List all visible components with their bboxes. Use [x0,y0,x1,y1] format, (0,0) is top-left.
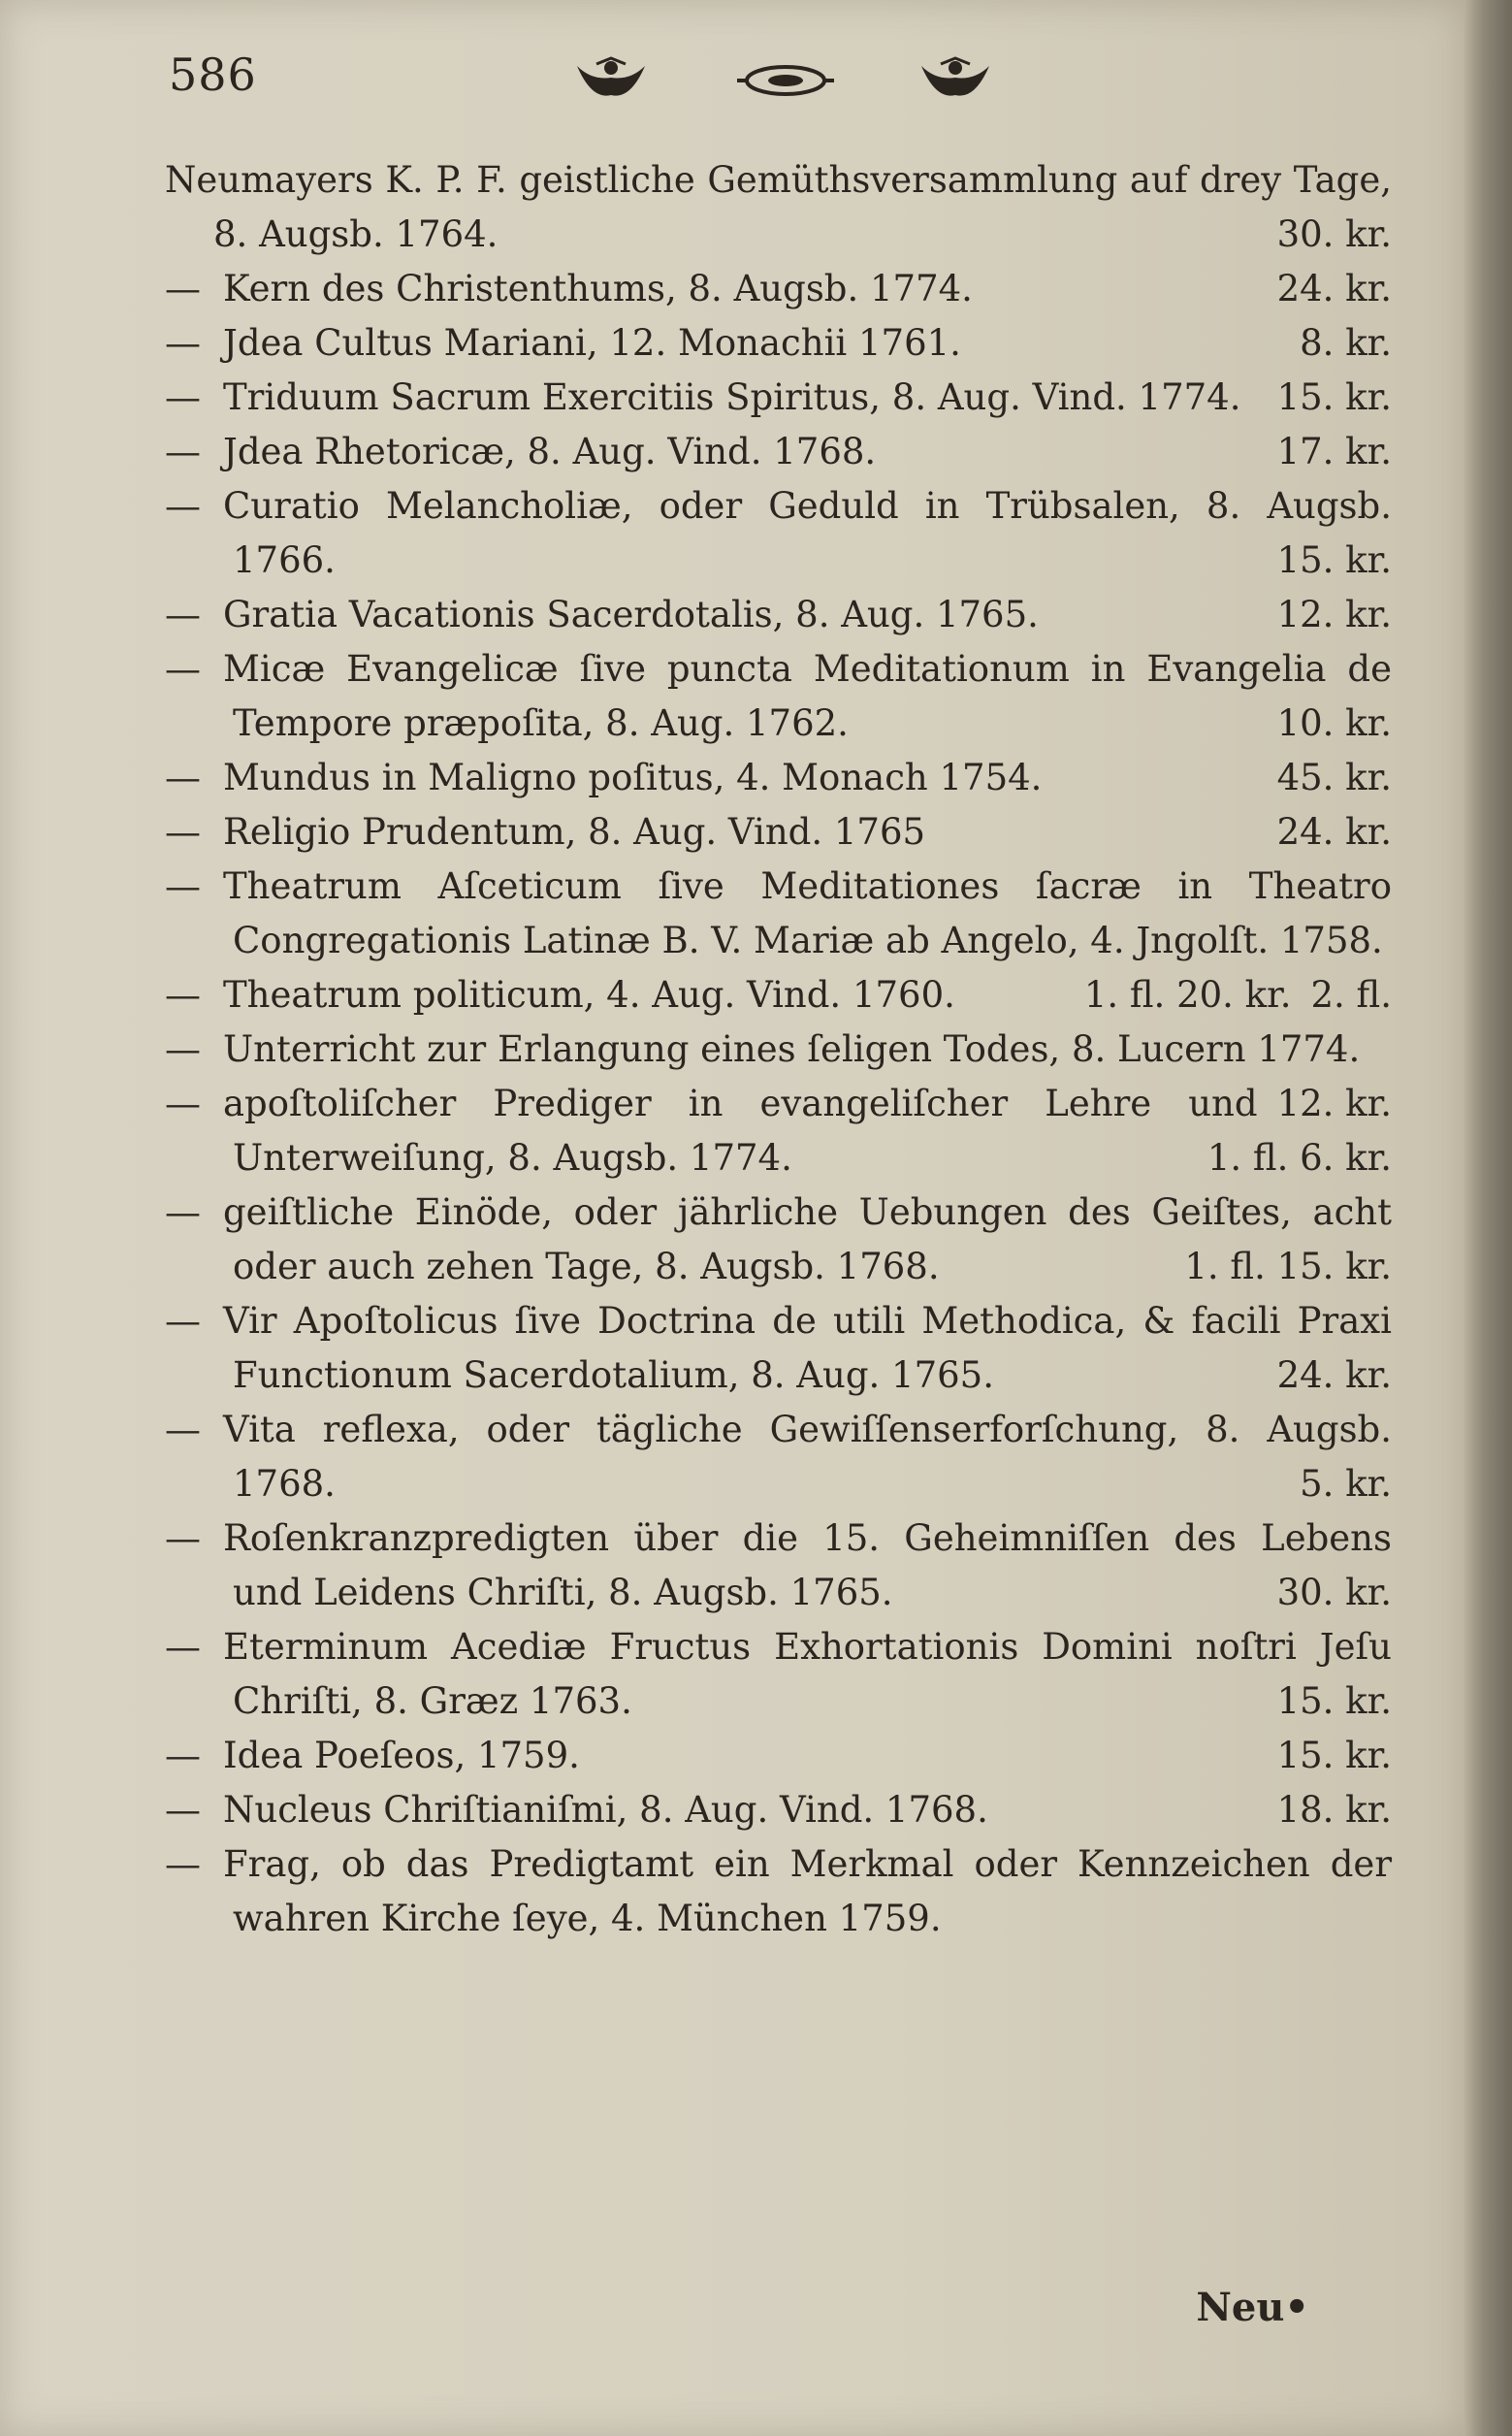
catalog-entry [165,371,1392,425]
entry-price: 2. fl. [1310,974,1392,1016]
entry-title: Nucleus Chriſtianiſmi, 8. Aug. Vind. 1768. [223,1789,988,1831]
entry-title: Mundus in Maligno poſitus, 4. Monach 1754. [223,757,1043,798]
ditto-dash: — [165,1083,201,1124]
ditto-dash: — [165,594,201,635]
entry-title: Gratia Vacationis Sacerdotalis, 8. Aug. 1765. [223,594,1039,635]
entry-title: Roſenkranzpredigten über die 15. Geheimniſſen des Lebens und Leidens Chriſti, 8. Augsb. 1765. [223,1517,1392,1613]
ditto-dash: — [165,322,201,364]
ditto-dash: — [165,865,201,907]
ditto-dash: — [165,757,201,798]
catalog-entry [165,968,1392,1023]
entry-title: Eterminum Acediæ Fructus Exhortationis Domini noſtri Jeſu Chriſti, 8. Græz 1763. [223,1626,1392,1722]
catalog-entry [165,153,1392,262]
entry-price: 1. fl. 6. kr. [1206,1137,1392,1179]
catalog-entry [165,1729,1392,1783]
ditto-dash: — [165,1789,201,1831]
ditto-dash: — [165,1735,201,1776]
entry-price: 24. kr. [1276,268,1392,309]
entry-price: 15. kr. [1276,539,1392,581]
entry-title: Micæ Evangelicæ ſive puncta Meditationum in Evangelia de Tempore præpoſita, 8. Aug. 1762. [223,648,1392,744]
entry-title: apoſtoliſcher Prediger in evangeliſcher Lehre und Unterweiſung, 8. Augsb. 1774. [223,1083,1258,1179]
ditto-dash: — [165,811,201,853]
catalog-entry [165,1294,1392,1403]
catalog-entry [165,588,1392,642]
catalog-entry [165,479,1392,588]
entry-price: 45. kr. [1276,757,1392,798]
catalog-entries [165,153,1392,1946]
book-spine-edge [1464,0,1512,2436]
ditto-dash: — [165,1028,201,1070]
ditto-dash: — [165,974,201,1016]
entry-price: 1. fl. 20. kr. [1083,974,1292,1016]
entry-title: Curatio Melancholiæ, oder Geduld in Trübsalen, 8. Augsb. 1766. [223,485,1392,581]
catalog-entry [165,1023,1392,1124]
entry-price: 30. kr. [1276,1572,1392,1613]
entry-price: 24. kr. [1276,811,1392,853]
entry-title: Jdea Cultus Mariani, 12. Monachii 1761. [223,322,961,364]
catalog-entry [165,642,1392,751]
ditto-dash: — [165,431,201,472]
ditto-dash: — [165,1517,201,1559]
ditto-dash: — [165,1300,201,1342]
entry-price: 18. kr. [1276,1789,1392,1831]
page-number: 586 [169,49,257,101]
entry-price: 12. kr. [1276,1083,1392,1124]
catalog-entry [165,1511,1392,1620]
entry-title: Kern des Christenthums, 8. Augsb. 1774. [223,268,973,309]
catalog-entry [165,1620,1392,1729]
entry-title: Jdea Rhetoricæ, 8. Aug. Vind. 1768. [223,431,877,472]
entry-title: Neumayers K. P. F. geistliche Gemüthsversammlung auf drey Tage, 8. Augsb. 1764. [165,159,1392,255]
catalog-entry [165,1077,1392,1186]
catalog-entry [165,425,1392,479]
catalog-entry [165,316,1392,371]
fleuron-left-icon [572,56,650,105]
catalog-entry [165,1186,1392,1294]
ditto-dash: — [165,1843,201,1885]
ditto-dash: — [165,648,201,690]
entry-price: 8. kr. [1300,322,1392,364]
entry-price: 24. kr. [1276,1354,1392,1396]
entry-price: 17. kr. [1276,431,1392,472]
entry-price: 1. fl. 15. kr. [1184,1246,1392,1287]
ditto-dash: — [165,1626,201,1668]
entry-title: Frag, ob das Predigtamt ein Merkmal oder Kennzeichen der wahren Kirche ſeye, 4. München 1759. [223,1843,1392,1939]
catalog-entry [165,262,1392,316]
entry-price: 10. kr. [1276,702,1392,744]
entry-title: Vita reflexa, oder tägliche Gewiſſenserforſchung, 8. Augsb. 1768. [223,1409,1392,1505]
catalog-entry [165,751,1392,805]
entry-price: 12. kr. [1276,594,1392,635]
entry-title: Theatrum Aſceticum ſive Meditationes ſacræ in Theatro Congregationis Latinæ B. V. Mariæ ab Angelo, 4. Jngolſt. 1758. [223,865,1392,961]
entry-price: 15. kr. [1276,376,1392,418]
ditto-dash: — [165,268,201,309]
entry-price: 30. kr. [1276,213,1392,255]
ditto-dash: — [165,1409,201,1450]
entry-title: Idea Poeſeos, 1759. [223,1735,580,1776]
catalog-entry [165,805,1392,860]
catchword: Neu• [1196,2285,1309,2330]
entry-price: 15. kr. [1276,1735,1392,1776]
ditto-dash: — [165,1191,201,1233]
entry-title: Vir Apoſtolicus ſive Doctrina de utili Methodica, & facili Praxi Functionum Sacerdotalium, 8. Aug. 1765. [223,1300,1392,1396]
entry-price: 5. kr. [1300,1463,1392,1505]
catalog-entry [165,1403,1392,1511]
entry-title: Triduum Sacrum Exercitiis Spiritus, 8. Aug. Vind. 1774. [223,376,1241,418]
entry-title: geiſtliche Einöde, oder jährliche Uebungen des Geiſtes, acht oder auch zehen Tage, 8. Augsb. 1768. [223,1191,1392,1287]
fleuron-center-icon [732,56,839,105]
entry-title: Theatrum politicum, 4. Aug. Vind. 1760. [223,974,955,1016]
fleuron-right-icon [917,56,994,105]
entry-price: 15. kr. [1276,1680,1392,1722]
catalog-entry [165,1783,1392,1837]
entry-title: Religio Prudentum, 8. Aug. Vind. 1765 [223,811,926,853]
ditto-dash: — [165,485,201,527]
catalog-entry [165,1837,1392,1946]
page-header [165,49,1387,116]
ditto-dash: — [165,376,201,418]
entry-title: Unterricht zur Erlangung eines ſeligen Todes, 8. Lucern 1774. [223,1028,1361,1070]
